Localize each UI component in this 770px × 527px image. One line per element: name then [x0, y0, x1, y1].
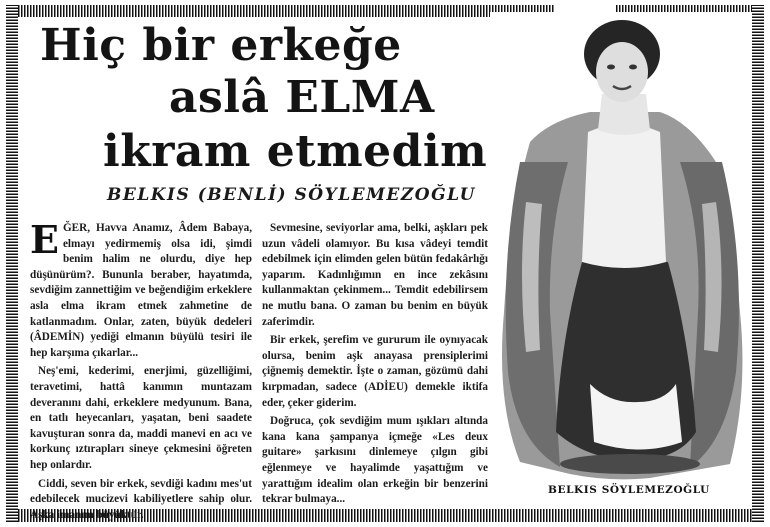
headline-line-2: aslâ ELMA — [169, 72, 435, 123]
photo-caption: BELKIS SÖYLEMEZOĞLU — [548, 484, 710, 496]
article-paragraph: Neş'emi, kederimi, enerjimi, güzelliğimi, teravetimi, hattâ kanımın muntazam deveranını dahi, erkeklere medyunum. Bana, en tatlı heyecanları, yaşatan, beni saadete kavuşturan sonra da, maddi manevi en acı ve korkunç ıztırapları sineye çekmesini öğreten hep onlardır. — [30, 365, 252, 471]
article-column-2 — [262, 221, 488, 511]
headline-line-1: Hiç bir erkeğe — [40, 20, 402, 71]
article-paragraph: Ciddi, seven bir erkek, sevdiği kadını mes'ut edebilecek mucizevi kabiliyetlere sahip olur. Aşka imanım büyüktür. — [30, 477, 252, 521]
article-paragraph: EĞER, Havva Anamız, Âdem Babaya, elmayı yedirmemiş olsa idi, şimdi benim halim ne olurdu, diye hep düşünürüm?. Bununla beraber, hayatımda, sevdiğim zannettiğim ve beğendiğim erkeklere asla elma ikram etmek zahmetine de katlanmadım. Onlar, zaten, büyük dedeleri (ÂDEMİN) yediği elmanın büyülü tesiri ile hep karşıma çıkarlar... — [30, 217, 252, 359]
top-border-left — [6, 5, 554, 17]
article-paragraph: Doğruca, çok sevdiğim mum ışıkları altında kana kana şampanya içmeğe «Les deux guitare» şarkısını dinlemeye çılgın gibi eğlenmeye ve hayalimde yaşattığım ve yarattığım idealim olan erkeğin bir benzerini tekrar bulmaya... — [262, 415, 488, 506]
headline-line-3: ikram etmedim — [103, 126, 488, 177]
left-border — [6, 5, 18, 522]
article-column-1 — [30, 217, 252, 526]
drop-cap: E — [30, 217, 59, 262]
right-border — [752, 5, 764, 522]
article-paragraph: Sevmesine, seviyorlar ama, belki, aşkları pek uzun vâdeli olamıyor. Bu kısa vâdeyi temdit edebilmek için elimden gelen bütün fedakârlığı yaparım. Kadınlığımın en ince zekâsını kullanmaktan çekinmem... Temdit edebilirsem ne mutlu bana. O zaman bu benim en büyük zaferimdir. — [262, 222, 488, 328]
portrait-photo — [490, 12, 752, 482]
article-paragraph: Bir erkek, şerefim ve gururum ile oynıyacak olursa, benim aşk anayasa prensiplerimi çiğnemiş demektir. İşte o zaman, gözümü dahi kırpmadan, sadece (ADİEU) demekle iktifa eder, çeker giderim. — [262, 334, 488, 409]
byline: BELKIS (BENLİ) SÖYLEMEZOĞLU — [107, 185, 476, 205]
